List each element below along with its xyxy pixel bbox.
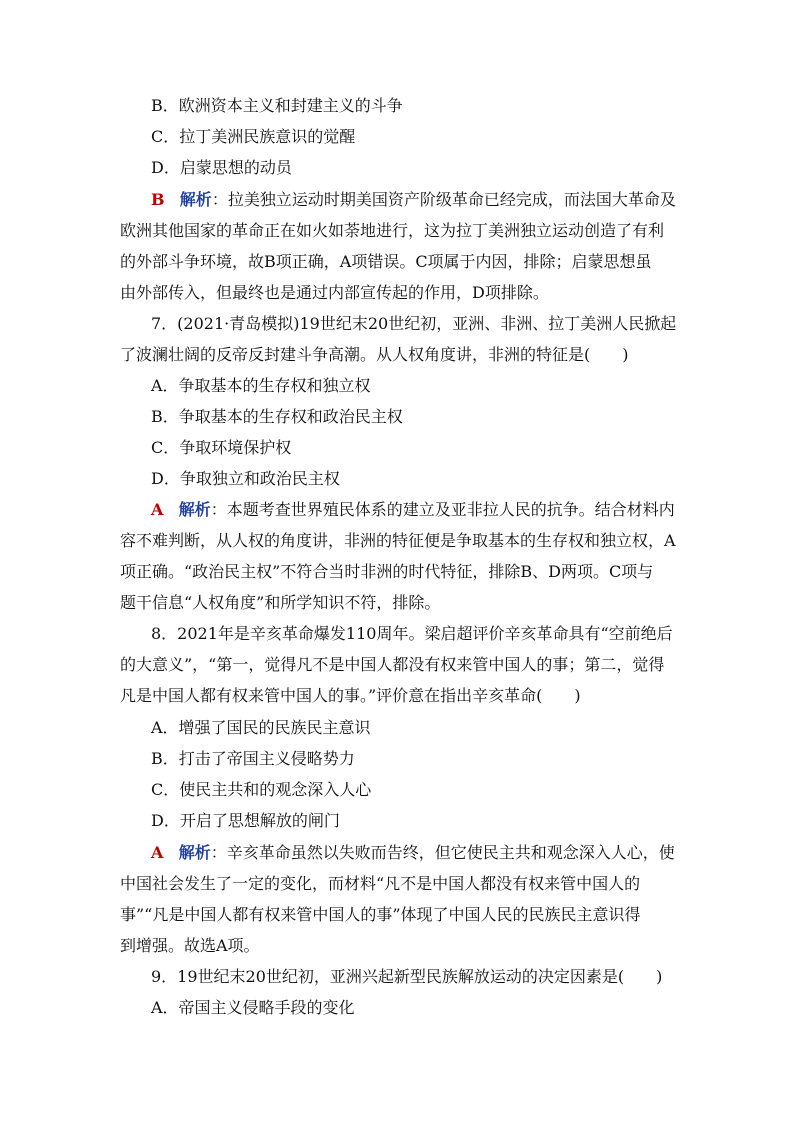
q7-option-b: B．争取基本的生存权和政治民主权 — [151, 407, 403, 426]
q6-answer: B — [151, 190, 165, 209]
q9-option-a: A．帝国主义侵略手段的变化 — [151, 998, 355, 1017]
q8-stem-line3: 凡是中国人都有权来管中国人的事。”评价意在指出辛亥革命( ) — [120, 686, 581, 705]
q8-analysis-label: 解析 — [178, 843, 211, 862]
q6-analysis-line2: 欧洲其他国家的革命正在如火如荼地进行，这为拉丁美洲独立运动创造了有利 — [120, 221, 665, 240]
q6-analysis-line1 — [151, 189, 676, 211]
q8-option-b: B．打击了帝国主义侵略势力 — [151, 749, 355, 768]
q7-analysis-line4: 题干信息“人权角度”和所学知识不符，排除。 — [120, 593, 441, 612]
q6-option-c: C．拉丁美洲民族意识的觉醒 — [151, 127, 356, 146]
q7-stem-line2: 了波澜壮阔的反帝反封建斗争高潮。从人权角度讲，非洲的特征是( ) — [120, 345, 629, 364]
q7-analysis-text1: ：本题考查世界殖民体系的建立及亚非拉人民的抗争。结合材料内 — [210, 500, 675, 519]
q8-stem-line1: 8．2021年是辛亥革命爆发110周年。梁启超评价辛亥革命具有“空前绝后 — [151, 624, 673, 643]
q6-analysis-text1: ：拉美独立运动时期美国资产阶级革命已经完成，而法国大革命及 — [211, 190, 676, 209]
q7-analysis-line2: 容不难判断，从人权的角度讲，非洲的特征便是争取基本的生存权和独立权，A — [120, 531, 676, 550]
q7-analysis-label: 解析 — [178, 500, 211, 519]
q7-option-d: D．争取独立和政治民主权 — [151, 469, 340, 488]
q7-answer: A — [151, 500, 164, 519]
q8-option-a: A．增强了国民的民族民主意识 — [151, 718, 371, 737]
q8-option-c: C．使民主共和的观念深入人心 — [151, 780, 372, 799]
q8-analysis-line1 — [151, 842, 675, 864]
q7-analysis-line3: 项正确。“政治民主权”不符合当时非洲的时代特征，排除B、D两项。C项与 — [120, 562, 654, 581]
q8-option-d: D．开启了思想解放的闸门 — [151, 811, 340, 830]
q6-option-d: D．启蒙思想的动员 — [151, 158, 292, 177]
q7-stem-line1: 7．(2021·青岛模拟)19世纪末20世纪初，亚洲、非洲、拉丁美洲人民掀起 — [151, 314, 677, 333]
q6-option-b: B．欧洲资本主义和封建主义的斗争 — [151, 96, 403, 115]
q8-analysis-line2: 中国社会发生了一定的变化，而材料“凡不是中国人都没有权来管中国人的 — [120, 874, 641, 893]
q8-analysis-line3: 事”“凡是中国人都有权来管中国人的事”体现了中国人民的民族民主意识得 — [120, 905, 641, 924]
q6-analysis-line3: 的外部斗争环境，故B项正确，A项错误。C项属于内因，排除；启蒙思想虽 — [120, 252, 652, 271]
q8-stem-line2: 的大意义”，“第一，觉得凡不是中国人都没有权来管中国人的事；第二，觉得 — [120, 655, 665, 674]
q6-analysis-line4: 由外部传入，但最终也是通过内部宣传起的作用，D项排除。 — [120, 283, 549, 302]
q8-answer: A — [151, 843, 164, 862]
q7-option-a: A．争取基本的生存权和独立权 — [151, 376, 371, 395]
q7-option-c: C．争取环境保护权 — [151, 438, 292, 457]
q8-analysis-line4: 到增强。故选A项。 — [120, 936, 260, 955]
q6-analysis-label: 解析 — [179, 190, 212, 209]
q7-analysis-line1 — [151, 499, 675, 521]
q9-stem-line1: 9．19世纪末20世纪初，亚洲兴起新型民族解放运动的决定因素是( ) — [151, 967, 663, 986]
q8-analysis-text1: ：辛亥革命虽然以失败而告终，但它使民主共和观念深入人心，使 — [210, 843, 675, 862]
